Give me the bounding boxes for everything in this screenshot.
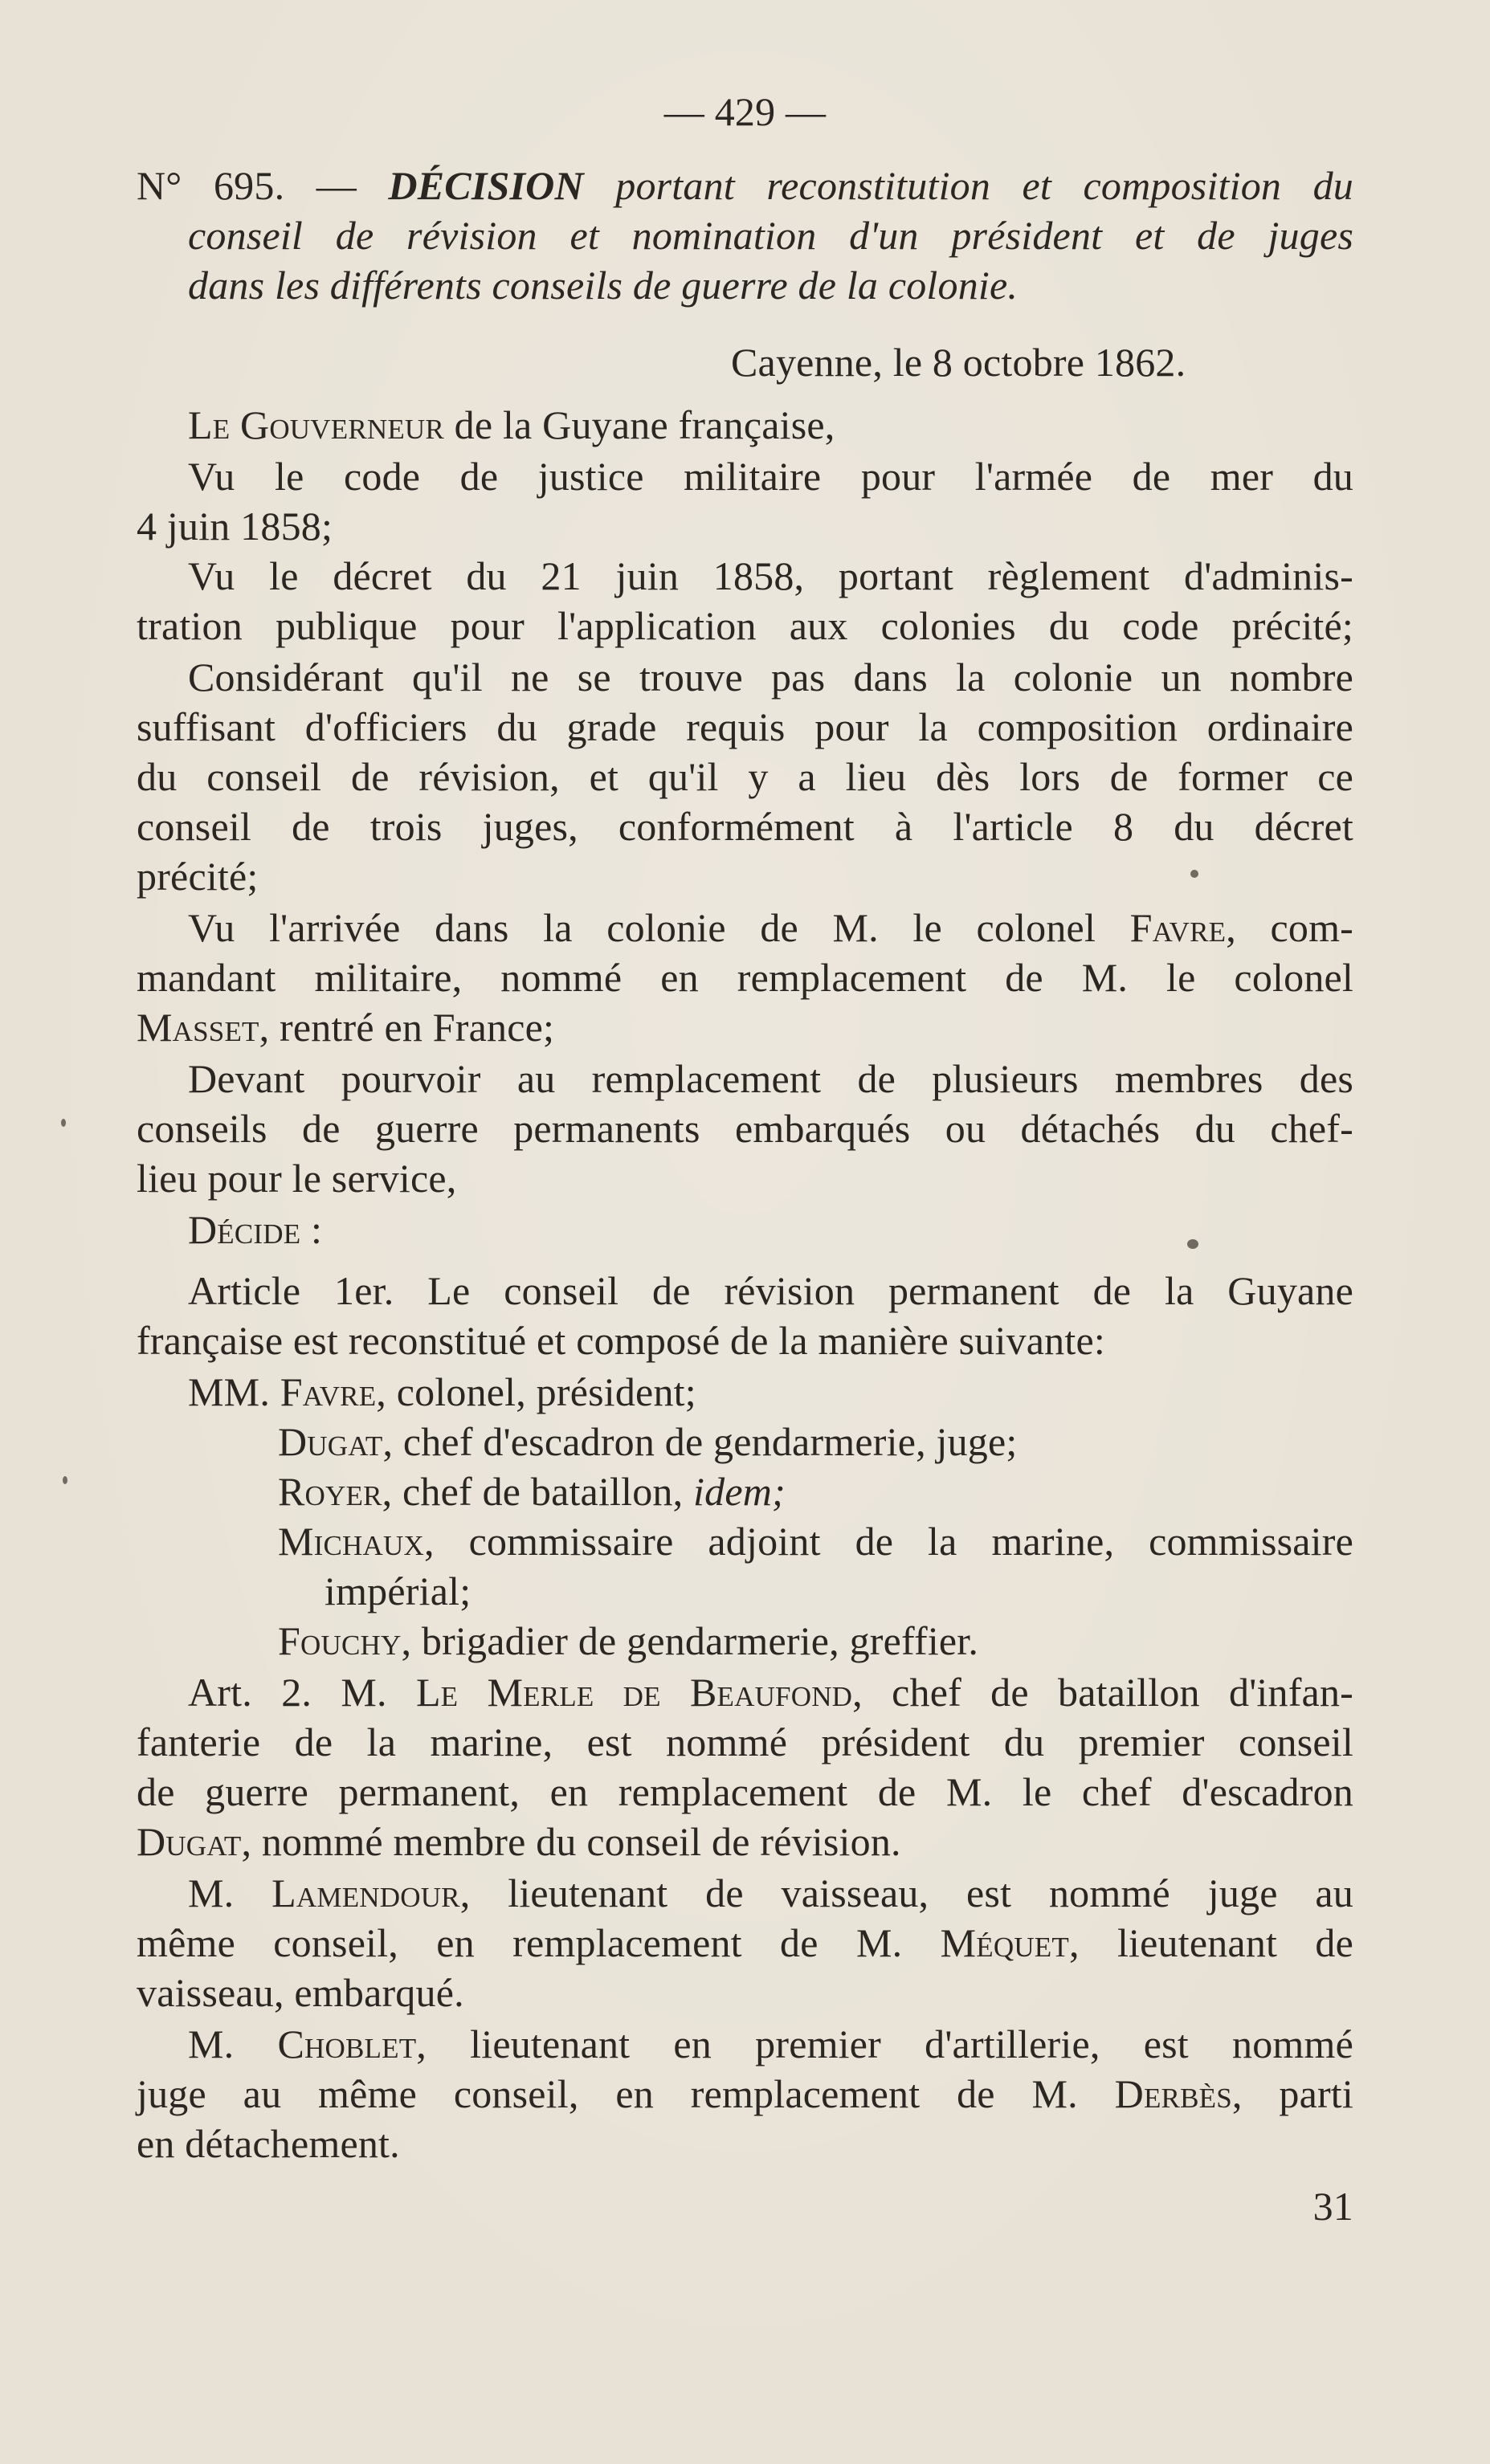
article-4-line-2: juge au même conseil, en remplacement de M. Derbès, parti	[137, 2071, 1353, 2116]
article-3-line-2: même conseil, en remplacement de M. Méquet, lieutenant de	[137, 1920, 1353, 1965]
paragraph-3-line-1: Considérant qu'il ne se trouve pas dans la colonie un nombre	[188, 655, 1353, 700]
article-1-line-1: Article 1er. Le conseil de révision permanent de la Guyane	[188, 1268, 1353, 1313]
member-line-favre: MM. Favre, colonel, président;	[188, 1369, 696, 1414]
paragraph-4-line-1: Vu l'arrivée dans la colonie de M. le colonel Favre, com-	[188, 905, 1354, 950]
paragraph-5-line-3: lieu pour le service,	[137, 1156, 457, 1201]
paragraph-4-line-2: mandant militaire, nommé en remplacement de M. le colonel	[137, 955, 1353, 1000]
article-4-line-3: en détachement.	[137, 2121, 400, 2166]
paragraph-3-line-2: suffisant d'officiers du grade requis pour la composition ordinaire	[137, 704, 1353, 749]
article-1-line-2: française est reconstitué et composé de la manière suivante:	[137, 1318, 1105, 1363]
decision-keyword: DÉCISION	[388, 163, 584, 208]
member-line-royer: Royer, chef de bataillon, idem;	[278, 1469, 786, 1514]
paragraph-1-line-2: 4 juin 1858;	[137, 504, 333, 549]
paragraph-3-line-5: précité;	[137, 854, 259, 899]
ink-speck	[1187, 1239, 1198, 1249]
member-line-michaux: Michaux, commissaire adjoint de la marine, commissaire	[278, 1519, 1353, 1564]
member-line-fouchy: Fouchy, brigadier de gendarmerie, greffier.	[278, 1618, 979, 1663]
signature-mark: 31	[1312, 2184, 1353, 2229]
member-line-dugat: Dugat, chef d'escadron de gendarmerie, juge;	[278, 1419, 1018, 1464]
dateline: Cayenne, le 8 octobre 1862.	[731, 340, 1186, 385]
title-line-1: N° 695. — DÉCISION portant reconstitution et composition du	[137, 163, 1353, 208]
title-line-2: conseil de révision et nomination d'un président et de juges	[188, 213, 1353, 258]
decision-number: N° 695.	[137, 163, 285, 208]
decide-heading: Décide :	[188, 1207, 323, 1252]
title-line-3: dans les différents conseils de guerre de la colonie.	[188, 263, 1019, 308]
article-4-line-1: M. Choblet, lieutenant en premier d'artillerie, est nommé	[188, 2021, 1353, 2066]
article-3-line-1: M. Lamendour, lieutenant de vaisseau, est nommé juge au	[188, 1870, 1353, 1915]
article-2-line-1: Art. 2. M. Le Merle de Beaufond, chef de bataillon d'infan-	[188, 1670, 1353, 1715]
article-2-line-3: de guerre permanent, en remplacement de M. le chef d'escadron	[137, 1769, 1353, 1814]
ink-speck	[61, 1119, 66, 1127]
paragraph-2-line-1: Vu le décret du 21 juin 1858, portant règlement d'adminis-	[188, 553, 1353, 598]
paragraph-4-line-3: Masset, rentré en France;	[137, 1005, 555, 1050]
paragraph-5-line-2: conseils de guerre permanents embarqués ou détachés du chef-	[137, 1106, 1353, 1151]
paragraph-3-line-4: conseil de trois juges, conformément à l'article 8 du décret	[137, 804, 1353, 849]
paragraph-1-line-1: Vu le code de justice militaire pour l'armée de mer du	[188, 454, 1353, 499]
article-2-line-4: Dugat, nommé membre du conseil de révision.	[137, 1819, 901, 1864]
governor-line: Le Gouverneur de la Guyane française,	[188, 402, 835, 447]
article-3-line-3: vaisseau, embarqué.	[137, 1970, 464, 2015]
ink-speck	[1190, 870, 1198, 878]
ink-speck	[63, 1476, 67, 1484]
paragraph-3-line-3: du conseil de révision, et qu'il y a lieu dès lors de former ce	[137, 754, 1353, 799]
paragraph-5-line-1: Devant pourvoir au remplacement de plusieurs membres des	[188, 1056, 1353, 1101]
member-line-michaux-2: impérial;	[325, 1569, 471, 1613]
paragraph-2-line-2: tration publique pour l'application aux colonies du code précité;	[137, 603, 1353, 648]
article-2-line-2: fanterie de la marine, est nommé président du premier conseil	[137, 1719, 1353, 1764]
page-number: — 429 —	[663, 89, 827, 134]
